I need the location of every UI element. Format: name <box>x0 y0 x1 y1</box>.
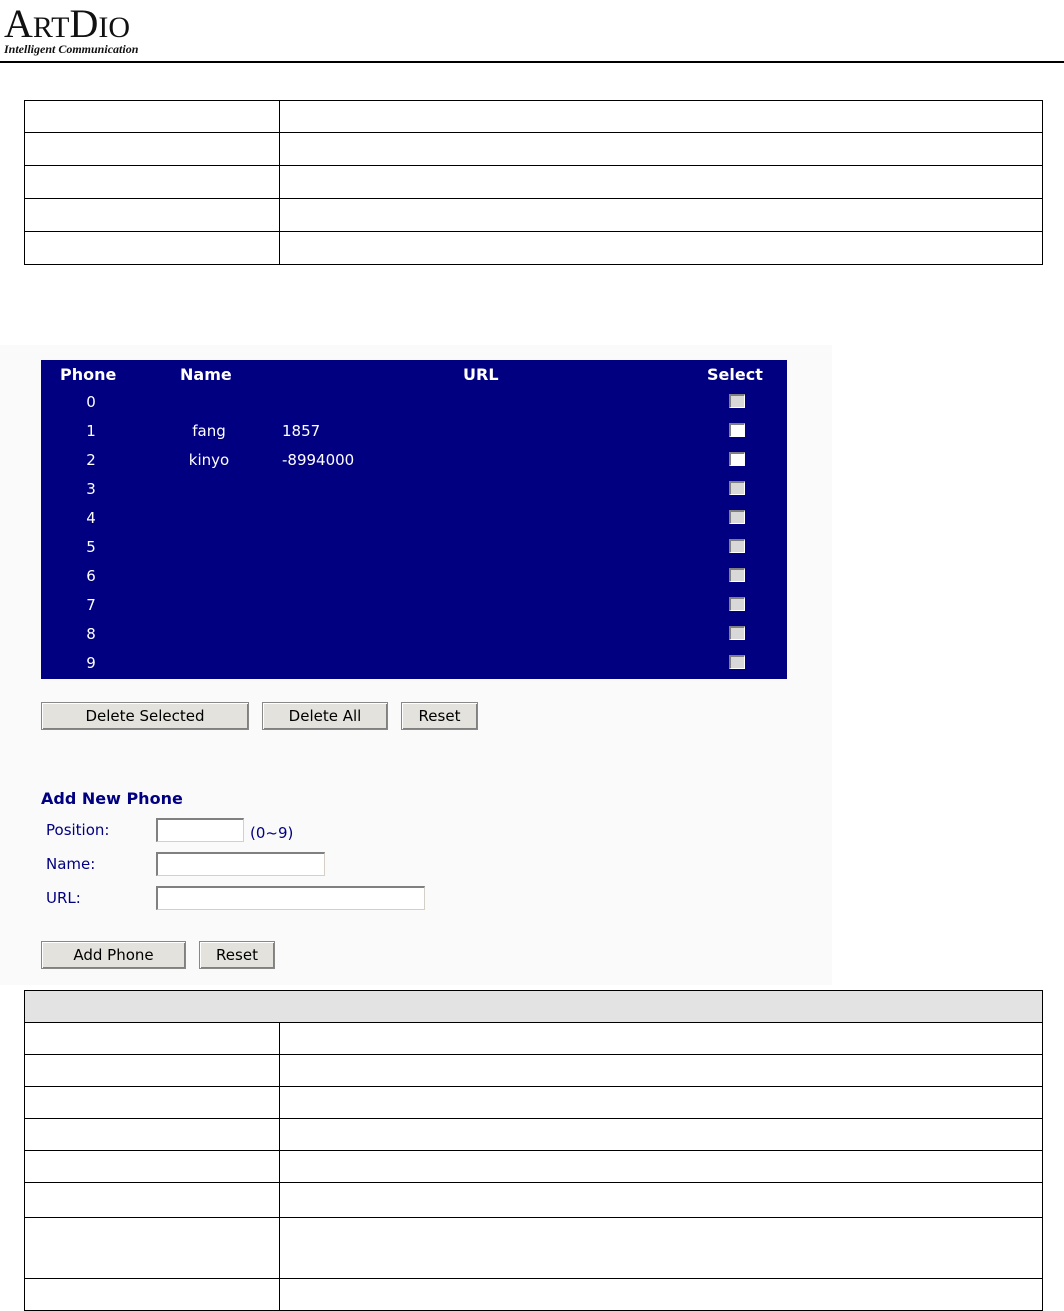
doc-table-bottom <box>24 990 1043 1311</box>
phone-book-panel <box>0 345 832 985</box>
table-row <box>25 1183 1043 1218</box>
select-checkbox[interactable] <box>729 597 745 611</box>
add-phone-button[interactable]: Add Phone <box>41 941 186 969</box>
table-row <box>41 475 787 504</box>
name-input[interactable] <box>156 852 325 876</box>
phone-index: 0 <box>86 393 96 411</box>
table-row <box>25 101 1043 133</box>
table-row <box>41 649 787 678</box>
position-range-hint: (0~9) <box>250 824 294 842</box>
phone-index: 5 <box>86 538 96 556</box>
table-row <box>25 1218 1043 1279</box>
column-header-name: Name <box>180 365 232 384</box>
url-input[interactable] <box>156 886 425 910</box>
phone-book-table <box>41 360 787 679</box>
logo-wordmark: ARTDIO <box>4 1 130 46</box>
phone-index: 3 <box>86 480 96 498</box>
phone-index: 2 <box>86 451 96 469</box>
select-checkbox[interactable] <box>729 481 745 495</box>
phone-index: 1 <box>86 422 96 440</box>
phone-index: 8 <box>86 625 96 643</box>
table-row <box>25 1055 1043 1087</box>
phone-index: 9 <box>86 654 96 672</box>
position-input[interactable] <box>156 818 244 842</box>
table-row <box>25 133 1043 166</box>
column-header-select: Select <box>707 365 763 384</box>
logo-tagline: Intelligent Communication <box>4 42 139 56</box>
phone-url: -8994000 <box>282 451 355 469</box>
column-header-url: URL <box>463 365 499 384</box>
table-row <box>41 417 787 446</box>
table-row <box>25 1279 1043 1311</box>
phone-index: 7 <box>86 596 96 614</box>
table-row <box>25 232 1043 265</box>
column-header-phone: Phone <box>60 365 117 384</box>
table-row <box>41 620 787 649</box>
table-header-row <box>25 991 1043 1023</box>
reset-button[interactable]: Reset <box>401 702 478 730</box>
delete-all-button[interactable]: Delete All <box>262 702 388 730</box>
select-checkbox[interactable] <box>729 539 745 553</box>
select-checkbox[interactable] <box>729 568 745 582</box>
table-row <box>25 1087 1043 1119</box>
table-row <box>25 199 1043 232</box>
table-row <box>41 533 787 562</box>
add-new-phone-title: Add New Phone <box>41 789 183 808</box>
doc-table-top <box>24 100 1043 265</box>
select-checkbox[interactable] <box>729 394 745 408</box>
table-row <box>25 1119 1043 1151</box>
position-label: Position: <box>46 821 110 839</box>
phone-name: kinyo <box>188 451 230 469</box>
delete-selected-button[interactable]: Delete Selected <box>41 702 249 730</box>
select-checkbox[interactable] <box>729 655 745 669</box>
phone-name: fang <box>192 422 226 440</box>
table-row <box>41 388 787 417</box>
header-divider <box>0 61 1064 63</box>
artdio-logo <box>4 1 174 56</box>
phone-index: 4 <box>86 509 96 527</box>
select-checkbox[interactable] <box>729 452 745 466</box>
table-row <box>41 591 787 620</box>
table-row <box>25 1151 1043 1183</box>
phone-index: 6 <box>86 567 96 585</box>
table-row <box>41 562 787 591</box>
select-checkbox[interactable] <box>729 510 745 524</box>
name-label: Name: <box>46 855 96 873</box>
reset-form-button[interactable]: Reset <box>199 941 275 969</box>
select-checkbox[interactable] <box>729 423 745 437</box>
table-row <box>25 1023 1043 1055</box>
phone-url: 1857 <box>282 422 321 440</box>
table-row <box>25 166 1043 199</box>
table-row <box>41 504 787 533</box>
select-checkbox[interactable] <box>729 626 745 640</box>
url-label: URL: <box>46 889 81 907</box>
table-row <box>41 446 787 475</box>
